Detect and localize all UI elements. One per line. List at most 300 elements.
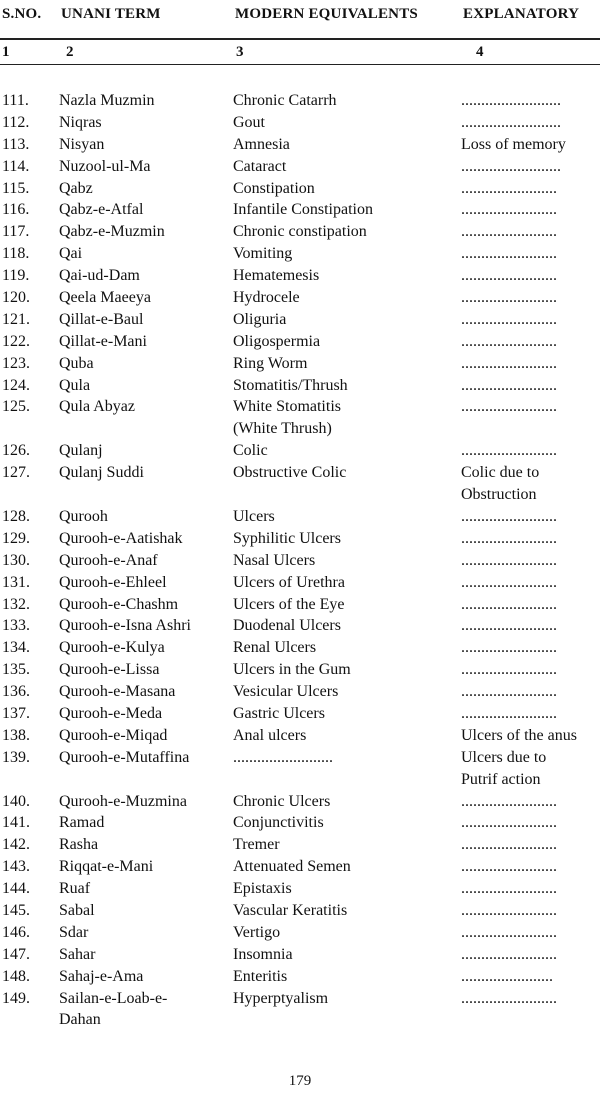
table-row [0,353,600,375]
row-explanatory-line: ......................... [461,113,561,131]
row-explanatory [461,287,557,309]
row-explanatory [461,637,557,659]
row-sno: 133. [2,617,30,635]
row-explanatory-line: ........................ [461,792,557,810]
row-explanatory [461,134,566,156]
row-explanatory [461,221,557,243]
row-explanatory-line: ........................ [461,245,557,263]
row-unani-term-line: Qurooh-e-Mutaffina [59,748,190,766]
row-unani-term [59,572,167,594]
row-modern-equivalent-line: Vesicular Ulcers [233,683,339,701]
row-modern-equivalent [233,287,300,309]
row-modern-equivalent-line: Tremer [233,836,280,854]
row-unani-term-line: Qurooh-e-Lissa [59,661,160,679]
table-row [0,900,600,922]
row-unani-term-line: Dahan [59,1011,101,1029]
row-sno: 129. [2,529,30,547]
row-explanatory-line: ........................ [461,639,557,657]
table-row [0,637,600,659]
row-modern-equivalent [233,922,280,944]
table-row [0,243,600,265]
row-explanatory-line: ........................ [461,201,557,219]
row-unani-term-line: Nisyan [59,135,105,153]
row-explanatory [461,112,561,134]
row-unani-term [59,243,82,265]
row-sno: 143. [2,858,30,876]
table-row [0,265,600,287]
row-modern-equivalent-line: Ulcers of the Eye [233,595,345,613]
row-unani-term [59,396,135,418]
row-explanatory [461,331,557,353]
row-modern-equivalent [233,681,338,703]
row-unani-term-line: Qula [59,376,91,394]
header-modern-equivalents: MODERN EQUIVALENTS [235,6,418,22]
row-modern-equivalent [233,462,346,484]
row-modern-equivalent-line: Amnesia [233,135,290,153]
row-unani-term-line: Nazla Muzmin [59,92,155,109]
header-explanatory: EXPLANATORY [463,6,580,22]
row-explanatory-line: ........................ [461,179,557,197]
row-sno: 131. [2,573,30,591]
row-explanatory [461,550,557,572]
row-unani-term [59,988,167,1032]
table-row [0,331,600,353]
row-modern-equivalent [233,221,367,243]
row-sno: 123. [2,354,30,372]
row-modern-equivalent-line: Chronic Ulcers [233,792,331,810]
row-unani-term-line: Qurooh-e-Ehleel [59,573,167,591]
row-sno: 148. [2,967,30,985]
row-sno: 146. [2,923,30,941]
row-explanatory-line: ........................ [461,923,557,941]
row-unani-term [59,156,151,178]
row-unani-term [59,331,147,353]
row-sno: 118. [2,245,30,263]
row-unani-term-line: Riqqat-e-Mani [59,858,154,876]
row-unani-term-line: Ruaf [59,880,91,898]
row-unani-term-line: Sahar [59,945,96,963]
table-row [0,659,600,681]
row-explanatory-line: ........................ [461,354,557,372]
row-sno: 149. [2,989,30,1007]
row-unani-term [59,353,94,375]
row-unani-term [59,287,151,309]
table-row [0,878,600,900]
row-unani-term-line: Qurooh-e-Miqad [59,726,168,744]
table-row [0,221,600,243]
row-modern-equivalent [233,703,325,725]
row-explanatory-line: ........................ [461,310,557,328]
row-explanatory [461,572,557,594]
row-sno: 125. [2,398,30,416]
column-number-3: 3 [236,44,244,60]
row-unani-term-line: Qurooh-e-Anaf [59,551,158,569]
row-unani-term-line: Qabz-e-Muzmin [59,223,165,241]
table-row [0,309,600,331]
row-unani-term-line: Qabz-e-Atfal [59,201,144,219]
row-modern-equivalent [233,112,265,134]
row-explanatory-line: ........................ [461,683,557,701]
row-modern-equivalent-line: (White Thrush) [233,420,332,438]
row-modern-equivalent-line: Hyperptyalism [233,989,329,1007]
row-modern-equivalent [233,199,373,221]
row-unani-term [59,265,140,287]
row-unani-term [59,834,98,856]
row-unani-term-line: Quba [59,354,94,372]
row-modern-equivalent [233,878,292,900]
table-row [0,506,600,528]
table-row [0,681,600,703]
row-explanatory-line: ....................... [461,967,553,985]
row-modern-equivalent-line: Cataract [233,157,287,175]
row-unani-term-line: Qurooh-e-Masana [59,683,176,701]
row-unani-term [59,112,102,134]
table-row [0,834,600,856]
row-unani-term-line: Niqras [59,113,102,131]
table-row [0,396,600,440]
row-modern-equivalent [233,353,307,375]
row-modern-equivalent [233,615,341,637]
row-explanatory-line: Loss of memory [461,135,566,153]
row-sno: 121. [2,310,30,328]
row-explanatory [461,594,557,616]
row-unani-term-line: Nuzool-ul-Ma [59,157,151,175]
row-modern-equivalent [233,900,347,922]
row-unani-term-line: Qabz [59,179,93,197]
row-unani-term [59,725,167,747]
row-sno: 147. [2,945,30,963]
row-sno: 115. [2,179,30,197]
row-unani-term [59,944,95,966]
table-row [0,791,600,813]
row-modern-equivalent-line: Stomatitis/Thrush [233,376,348,394]
row-modern-equivalent [233,944,293,966]
row-explanatory [461,725,577,747]
row-unani-term-line: Qurooh-e-Isna Ashri [59,617,191,635]
row-modern-equivalent-line: Ulcers in the Gum [233,661,351,679]
row-unani-term-line: Ramad [59,814,105,832]
row-explanatory-line: ........................ [461,289,557,307]
table-row [0,572,600,594]
row-modern-equivalent-line: Duodenal Ulcers [233,617,341,635]
row-explanatory-line: ........................ [461,442,557,460]
row-modern-equivalent [233,659,351,681]
row-explanatory [461,988,557,1010]
row-unani-term [59,309,143,331]
row-explanatory [461,90,561,112]
row-unani-term [59,681,175,703]
row-unani-term-line: Qurooh [59,507,108,525]
table-row [0,856,600,878]
row-explanatory [461,922,557,944]
row-modern-equivalent [233,506,275,528]
row-unani-term [59,900,95,922]
row-sno: 114. [2,157,30,175]
row-sno: 124. [2,376,30,394]
row-sno: 126. [2,442,30,460]
table-body [0,90,600,1031]
table-row [0,550,600,572]
row-modern-equivalent [233,747,333,769]
row-modern-equivalent [233,834,280,856]
row-unani-term-line: Sailan-e-Loab-e- [59,989,168,1007]
row-sno: 132. [2,595,30,613]
row-explanatory [461,243,557,265]
row-unani-term [59,221,165,243]
row-unani-term-line: Sahaj-e-Ama [59,967,144,985]
table-row [0,90,600,112]
row-explanatory [461,659,557,681]
table-row [0,703,600,725]
row-explanatory-line: Colic due to [461,464,540,482]
row-unani-term-line: Sabal [59,902,95,919]
row-modern-equivalent [233,178,315,200]
row-modern-equivalent-line: Enteritis [233,967,288,985]
row-explanatory [461,353,557,375]
row-modern-equivalent-line: Gastric Ulcers [233,704,325,722]
row-sno: 128. [2,507,30,525]
table-row [0,375,600,397]
table-row [0,725,600,747]
row-modern-equivalent-line: Ring Worm [233,354,308,372]
row-modern-equivalent [233,440,268,462]
row-modern-equivalent-line: Ulcers of Urethra [233,573,345,591]
row-unani-term [59,747,189,769]
table-row [0,594,600,616]
row-modern-equivalent-line: Insomnia [233,945,293,963]
row-explanatory-line: ........................ [461,376,557,394]
row-explanatory-line: ........................ [461,704,557,722]
header-unani-term: UNANI TERM [61,6,161,22]
row-explanatory-line: ........................ [461,595,557,613]
row-modern-equivalent-line: Renal Ulcers [233,639,317,657]
row-unani-term [59,878,90,900]
header-rule-top [0,38,600,40]
row-modern-equivalent-line: Chronic Catarrh [233,92,337,109]
row-unani-term [59,594,178,616]
row-modern-equivalent [233,550,315,572]
row-explanatory-line: ......................... [461,157,561,175]
row-explanatory-line: ........................ [461,902,557,919]
row-unani-term-line: Qurooh-e-Meda [59,704,163,722]
row-modern-equivalent [233,134,290,156]
row-modern-equivalent [233,309,286,331]
table-header [0,6,600,28]
table-row [0,988,600,1032]
table-row [0,134,600,156]
row-modern-equivalent [233,637,316,659]
row-explanatory-line: ........................ [461,989,557,1007]
row-explanatory [461,966,553,988]
row-unani-term [59,178,93,200]
row-modern-equivalent [233,243,292,265]
row-sno: 138. [2,726,30,744]
column-number-2: 2 [66,44,74,60]
row-unani-term-line: Qula Abyaz [59,398,135,416]
row-unani-term [59,550,158,572]
row-modern-equivalent-line: Ulcers [233,507,275,525]
row-unani-term [59,637,165,659]
page-number: 179 [288,1073,312,1089]
column-numbers [0,44,600,64]
table-row [0,178,600,200]
row-modern-equivalent [233,331,320,353]
row-sno: 116. [2,201,30,219]
row-explanatory [461,791,557,813]
row-unani-term-line: Qillat-e-Baul [59,310,144,328]
row-modern-equivalent-line: Oliguria [233,310,287,328]
row-explanatory [461,462,539,506]
row-modern-equivalent-line: Hematemesis [233,267,320,285]
row-explanatory-line: ........................ [461,836,557,854]
table-row [0,966,600,988]
row-sno: 136. [2,683,30,701]
row-explanatory-line: Putrif action [461,770,541,788]
row-modern-equivalent-line: Vascular Keratitis [233,902,348,919]
row-unani-term-line: Qillat-e-Mani [59,332,147,350]
table-row [0,440,600,462]
row-sno: 112. [2,113,30,131]
row-unani-term [59,659,159,681]
row-unani-term-line: Qulanj [59,442,103,460]
row-unani-term [59,922,88,944]
row-unani-term [59,703,162,725]
row-explanatory-line: Obstruction [461,486,537,504]
row-modern-equivalent [233,856,351,878]
row-unani-term-line: Qurooh-e-Kulya [59,639,165,657]
table-row [0,462,600,506]
row-explanatory [461,265,557,287]
table-row [0,287,600,309]
row-explanatory-line: ........................ [461,551,557,569]
row-unani-term [59,462,144,484]
row-sno: 117. [2,223,30,241]
row-unani-term [59,375,90,397]
row-modern-equivalent-line: Gout [233,113,265,131]
row-unani-term-line: Qurooh-e-Chashm [59,595,179,613]
row-unani-term-line: Qulanj Suddi [59,464,144,482]
row-explanatory [461,440,557,462]
row-modern-equivalent-line: Colic [233,442,268,460]
row-explanatory [461,528,557,550]
row-modern-equivalent [233,812,324,834]
row-explanatory [461,396,557,418]
row-explanatory-line: ........................ [461,880,557,898]
row-modern-equivalent-line: Epistaxis [233,880,292,898]
row-modern-equivalent-line: Vomiting [233,245,293,263]
row-explanatory-line: Ulcers of the anus [461,726,577,744]
row-unani-term-line: Qeela Maeeya [59,289,151,307]
row-modern-equivalent [233,375,348,397]
row-explanatory [461,309,557,331]
row-modern-equivalent [233,528,341,550]
row-sno: 113. [2,135,30,153]
row-unani-term [59,812,104,834]
row-sno: 144. [2,880,30,898]
row-sno: 119. [2,267,30,285]
row-explanatory [461,856,557,878]
row-modern-equivalent-line: Nasal Ulcers [233,551,316,569]
row-explanatory [461,944,557,966]
header-rule-bottom [0,64,600,65]
table-row [0,944,600,966]
row-explanatory [461,178,557,200]
table-row [0,156,600,178]
row-unani-term-line: Qurooh-e-Aatishak [59,529,183,547]
row-sno: 141. [2,814,30,832]
row-sno: 139. [2,748,30,766]
row-explanatory-line: ........................ [461,223,557,241]
row-explanatory [461,615,557,637]
row-explanatory [461,681,557,703]
row-explanatory [461,900,557,922]
row-sno: 142. [2,836,30,854]
row-modern-equivalent [233,572,345,594]
row-modern-equivalent [233,396,341,440]
row-modern-equivalent [233,265,319,287]
row-modern-equivalent-line: Chronic constipation [233,223,367,241]
row-sno: 134. [2,639,30,657]
row-explanatory [461,834,557,856]
row-explanatory [461,375,557,397]
row-modern-equivalent [233,988,328,1010]
row-explanatory [461,812,557,834]
row-sno: 145. [2,902,30,919]
row-unani-term [59,528,183,550]
row-modern-equivalent [233,791,330,813]
table-row [0,199,600,221]
row-explanatory-line: ......................... [461,92,561,109]
row-modern-equivalent [233,156,286,178]
row-modern-equivalent-line: Syphilitic Ulcers [233,529,341,547]
row-explanatory [461,703,557,725]
row-sno: 137. [2,704,30,722]
row-modern-equivalent-line: Infantile Constipation [233,201,373,219]
row-modern-equivalent-line: Conjunctivitis [233,814,324,832]
row-unani-term [59,856,153,878]
row-unani-term [59,506,108,528]
table-row [0,112,600,134]
row-explanatory-line: ........................ [461,573,557,591]
row-modern-equivalent [233,90,337,112]
row-explanatory [461,506,557,528]
row-explanatory-line: ........................ [461,332,557,350]
row-modern-equivalent-line: Oligospermia [233,332,321,350]
table-row [0,812,600,834]
row-modern-equivalent [233,594,345,616]
row-modern-equivalent-line: Attenuated Semen [233,858,351,876]
row-unani-term [59,440,103,462]
column-number-4: 4 [476,44,484,60]
row-sno: 140. [2,792,30,810]
row-sno: 122. [2,332,30,350]
row-unani-term [59,90,155,112]
row-explanatory-line: ........................ [461,398,557,416]
row-explanatory-line: ........................ [461,814,557,832]
row-explanatory-line: ........................ [461,507,557,525]
row-modern-equivalent-line: Vertigo [233,923,281,941]
row-sno: 135. [2,661,30,679]
row-explanatory-line: ........................ [461,267,557,285]
row-unani-term-line: Qai [59,245,83,263]
row-sno: 130. [2,551,30,569]
row-explanatory-line: ........................ [461,617,557,635]
table-row [0,615,600,637]
row-explanatory [461,156,561,178]
row-unani-term-line: Rasha [59,836,99,854]
row-unani-term-line: Qurooh-e-Muzmina [59,792,187,810]
row-modern-equivalent-line: Anal ulcers [233,726,307,744]
